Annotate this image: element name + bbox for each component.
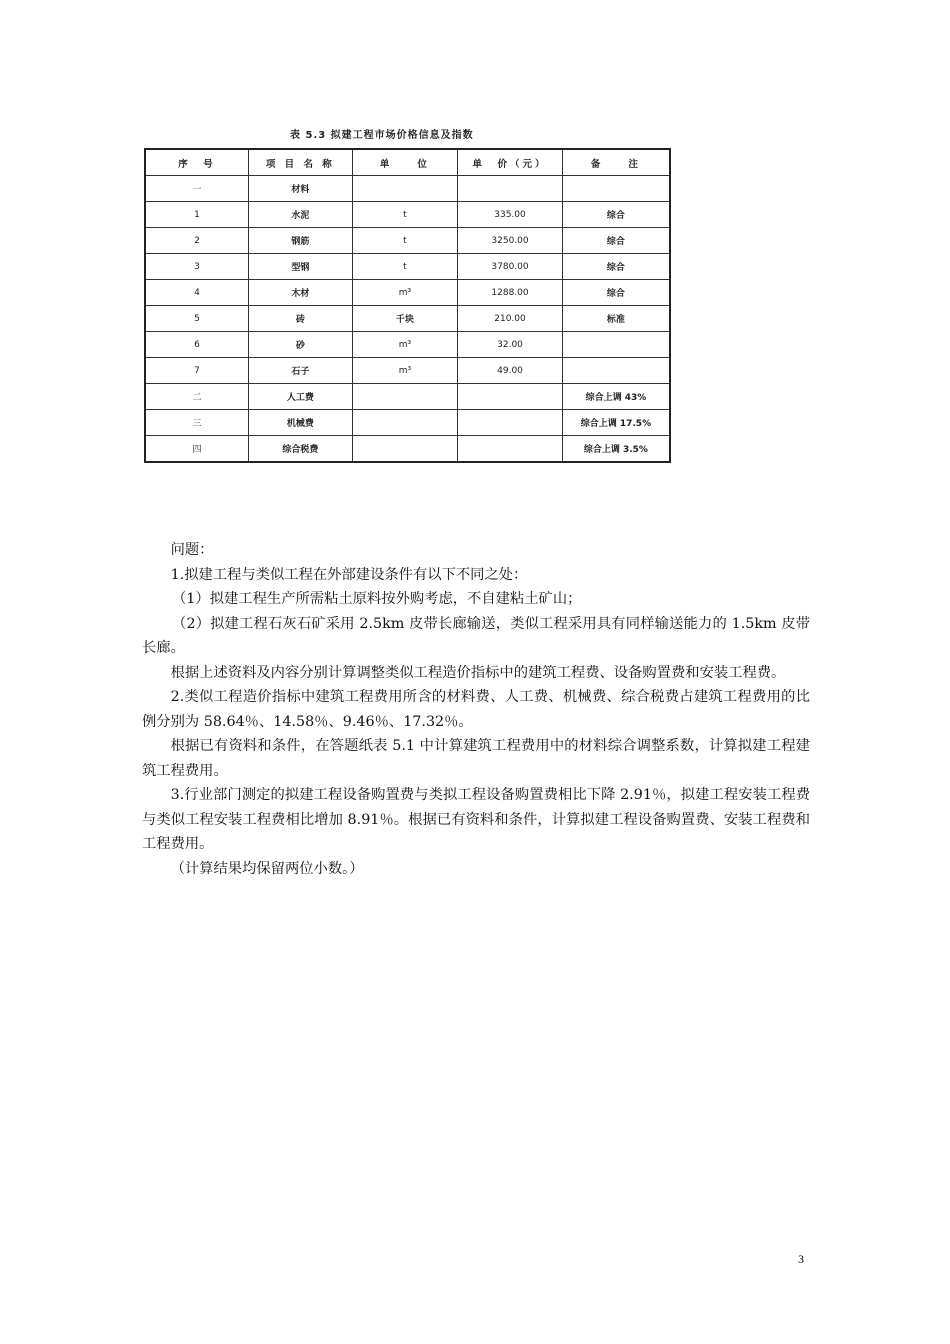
header-unit: 单 位	[352, 149, 458, 176]
cell-item-name: 钢筋	[249, 228, 353, 254]
cell-index: 2	[145, 228, 249, 254]
cell-remark: 标准	[562, 306, 670, 332]
rounding-note: （计算结果均保留两位小数。）	[170, 860, 364, 877]
table-row	[145, 436, 670, 463]
table-row	[145, 332, 670, 358]
table-row	[145, 176, 670, 202]
cell-item-name: 木材	[249, 280, 353, 306]
cell-remark: 综合上调 43%	[562, 384, 670, 410]
cell-index: 四	[145, 436, 249, 463]
cell-remark: 综合	[562, 202, 670, 228]
cell-remark: 综合	[562, 254, 670, 280]
cell-index: 4	[145, 280, 249, 306]
header-index: 序 号	[145, 149, 249, 176]
question-1-item-2: （2）拟建工程石灰石矿采用 2.5km 皮带长廊输送，类似工程采用具有同样输送能力的 1.5km 皮带长廊。	[142, 615, 810, 656]
cell-item-name: 材料	[249, 176, 353, 202]
question-1-item-1: （1）拟建工程生产所需粘土原料按外购考虑，不自建粘土矿山；	[172, 591, 582, 607]
cell-unit	[352, 384, 458, 410]
question-2-intro: 2.类似工程造价指标中建筑工程费用所含的材料费、人工费、机械费、综合税费占建筑工程费用的比例分别为 58.64％、14.58％、9.46％、17.32％。	[142, 689, 810, 730]
cell-index: 3	[145, 254, 249, 280]
table-row	[145, 410, 670, 436]
cell-unit	[352, 176, 458, 202]
cell-item-name: 石子	[249, 358, 353, 384]
table-caption: 表 5.3 拟建工程市场价格信息及指数	[290, 130, 474, 141]
cell-unit-price: 32.00	[458, 332, 563, 358]
header-item-name: 项 目 名 称	[249, 149, 353, 176]
cell-remark: 综合上调 17.5%	[562, 410, 670, 436]
cell-unit: t	[352, 202, 458, 228]
cell-unit: t	[352, 254, 458, 280]
cell-item-name: 机械费	[249, 410, 353, 436]
cell-index: 5	[145, 306, 249, 332]
cell-unit: 千块	[352, 306, 458, 332]
cell-item-name: 人工费	[249, 384, 353, 410]
question-3: 3.行业部门测定的拟建工程设备购置费与类拟工程设备购置费相比下降 2.91％，拟建工程安装工程费与类似工程安装工程费相比增加 8.91％。根据已有资料和条件，计算拟建工程设备购置费、安装工程费和工程费用。	[142, 787, 810, 852]
cell-unit-price: 335.00	[458, 202, 563, 228]
table-row	[145, 202, 670, 228]
cell-remark: 综合上调 3.5%	[562, 436, 670, 463]
cell-unit-price: 3250.00	[458, 228, 563, 254]
cell-unit: t	[352, 228, 458, 254]
cell-unit-price	[458, 410, 563, 436]
cell-item-name: 砖	[249, 306, 353, 332]
cell-remark	[562, 358, 670, 384]
page-number: 3	[798, 1252, 804, 1266]
price-table	[144, 148, 671, 463]
cell-unit-price: 3780.00	[458, 254, 563, 280]
cell-unit: m³	[352, 332, 458, 358]
table-row	[145, 358, 670, 384]
cell-remark	[562, 332, 670, 358]
table-row	[145, 306, 670, 332]
cell-item-name: 水泥	[249, 202, 353, 228]
question-2-task: 根据已有资料和条件，在答题纸表 5.1 中计算建筑工程费用中的材料综合调整系数，计算拟建工程建筑工程费用。	[142, 738, 810, 779]
question-1-intro: 1.拟建工程与类似工程在外部建设条件有以下不同之处：	[170, 566, 528, 583]
cell-index: 三	[145, 410, 249, 436]
cell-remark: 综合	[562, 280, 670, 306]
cell-unit-price: 49.00	[458, 358, 563, 384]
cell-item-name: 综合税费	[249, 436, 353, 463]
cell-unit: m³	[352, 280, 458, 306]
table-row	[145, 254, 670, 280]
table-row	[145, 228, 670, 254]
cell-unit-price	[458, 384, 563, 410]
cell-index: 6	[145, 332, 249, 358]
cell-unit-price	[458, 176, 563, 202]
cell-item-name: 砂	[249, 332, 353, 358]
cell-item-name: 型钢	[249, 254, 353, 280]
cell-remark	[562, 176, 670, 202]
cell-unit-price: 210.00	[458, 306, 563, 332]
cell-unit: m³	[352, 358, 458, 384]
question-heading: 问题：	[170, 542, 214, 558]
cell-index: 二	[145, 384, 249, 410]
question-text	[142, 538, 810, 881]
cell-unit-price	[458, 436, 563, 463]
cell-unit-price: 1288.00	[458, 280, 563, 306]
cell-index: 一	[145, 176, 249, 202]
table-row	[145, 384, 670, 410]
table-header-row	[145, 149, 670, 176]
header-remark: 备 注	[562, 149, 670, 176]
table-row	[145, 280, 670, 306]
cell-remark: 综合	[562, 228, 670, 254]
question-1-task: 根据上述资料及内容分别计算调整类似工程造价指标中的建筑工程费、设备购置费和安装工程费。	[170, 664, 786, 681]
cell-unit	[352, 410, 458, 436]
cell-unit	[352, 436, 458, 463]
header-unit-price: 单 价（元）	[458, 149, 563, 176]
cell-index: 1	[145, 202, 249, 228]
cell-index: 7	[145, 358, 249, 384]
